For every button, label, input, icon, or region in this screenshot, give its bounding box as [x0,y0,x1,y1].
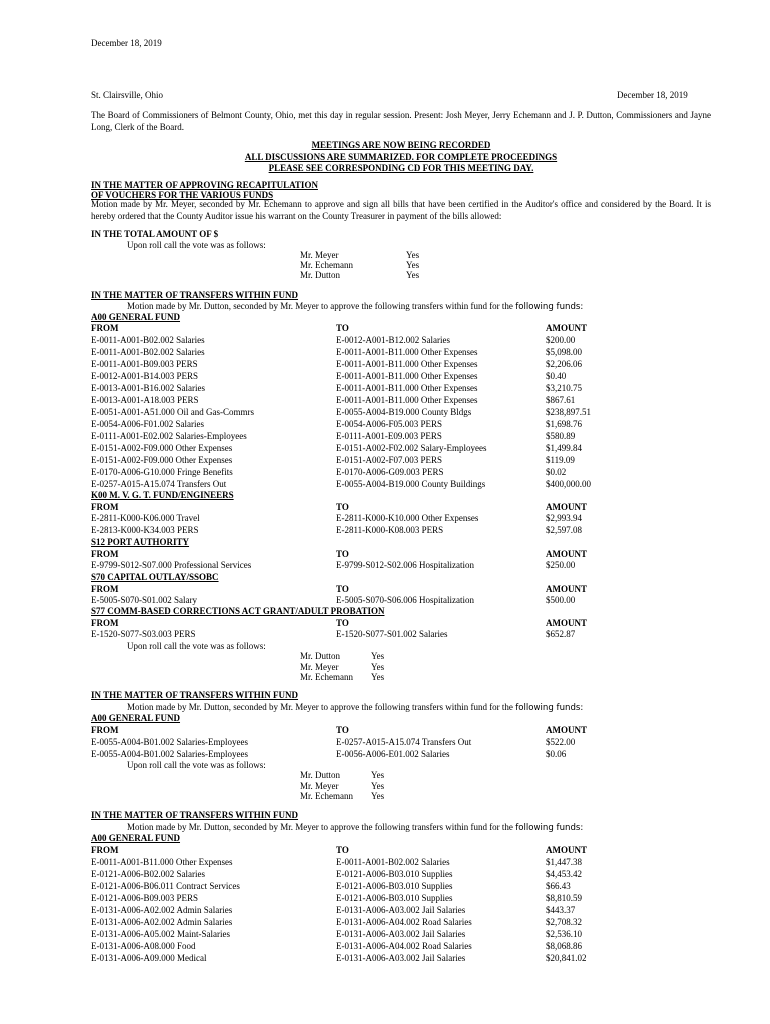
table-row: E-0131-A006-A09.000 Medical E-0131-A006-A03.002 Jail Salaries $20,841.02 [91,953,587,963]
vote-block [300,250,460,280]
vote-block [300,770,410,802]
table-row: E-0131-A006-A02.002 Admin Salaries E-0131-A006-A04.002 Road Salaries $2,708.32 [91,917,582,927]
meeting-location: St. Clairsville, Ohio [91,90,163,100]
table-header: FROM TO AMOUNT [91,323,587,333]
table-row: E-0011-A001-B02.002 Salaries E-0011-A001-B11.000 Other Expenses $5,098.00 [91,347,582,357]
table-header: FROM TO AMOUNT [91,845,587,855]
table-row: E-0121-A006-B02.002 Salaries E-0121-A006-B03.010 Supplies $4,453.42 [91,869,582,879]
table-header: FROM TO AMOUNT [91,549,587,559]
vote-row: Mr. Dutton Yes [300,770,385,780]
table-row: E-0051-A001-A51.000 Oil and Gas-Commrs E-0055-A004-B19.000 County Bldgs $238,897.51 [91,407,591,417]
fund-name: S77 COMM-BASED CORRECTIONS ACT GRANT/ADULT PROBATION [91,606,385,616]
table-header: FROM TO AMOUNT [91,584,587,594]
notice-line: PLEASE SEE CORRESPONDING CD FOR THIS MEETING DAY. [268,163,534,174]
roll-call-label: Upon roll call the vote was as follows: [127,641,266,651]
table-row: E-0131-A006-A05.002 Maint-Salaries E-0131-A006-A03.002 Jail Salaries $2,536.10 [91,929,582,939]
table-row: E-0012-A001-B14.003 PERS E-0011-A001-B11.000 Other Expenses $0.40 [91,371,567,381]
table-row: E-0111-A001-E02.002 Salaries-Employees E-0111-A001-E09.003 PERS $580.89 [91,431,576,441]
table-row: E-0055-A004-B01.002 Salaries-Employees E-0056-A006-E01.002 Salaries $0.06 [91,749,567,759]
table-row: E-0121-A006-B06.011 Contract Services E-0121-A006-B03.010 Supplies $66.43 [91,881,571,891]
table-row: E-0170-A006-G10.000 Fringe Benefits E-0170-A006-G09.003 PERS $0.02 [91,467,567,477]
recap-heading: IN THE MATTER OF APPROVING RECAPITULATION [91,180,318,190]
transfers-heading: IN THE MATTER OF TRANSFERS WITHIN FUND [91,290,299,300]
fund-name: A00 GENERAL FUND [91,833,181,843]
recap-total: IN THE TOTAL AMOUNT OF $ [91,229,219,239]
intro-paragraph: The Board of Commissioners of Belmont County, Ohio, met this day in regular session. Present: Josh Meyer, Jerry Echemann and J. P. Dutton, Commissioners and Jayne Long, Clerk of the Board. [91,110,711,132]
table-row: E-0257-A015-A15.074 Transfers Out E-0055-A004-B19.000 County Buildings $400,000.00 [91,479,591,489]
table-header: FROM TO AMOUNT [91,618,587,628]
transfers-motion: Motion made by Mr. Dutton, seconded by Mr. Meyer to approve the following transfers within fund for the following funds: [127,822,584,833]
roll-call-label: Upon roll call the vote was as follows: [127,760,266,770]
table-row: E-0013-A001-A18.003 PERS E-0011-A001-B11.000 Other Expenses $867.61 [91,395,576,405]
vote-row: Mr. Meyer Yes [300,661,385,672]
transfers-heading: IN THE MATTER OF TRANSFERS WITHIN FUND [91,810,299,820]
roll-call-label: Upon roll call the vote was as follows: [127,240,266,250]
table-row: E-0011-A001-B11.000 Other Expenses E-0011-A001-B02.002 Salaries $1,447.38 [91,857,582,867]
header-date: December 18, 2019 [91,38,162,48]
vote-block [300,651,410,683]
meeting-date: December 18, 2019 [617,90,688,100]
table-row: E-0131-A006-A08.000 Food E-0131-A006-A04.002 Road Salaries $8,068.86 [91,941,582,951]
notice-line: MEETINGS ARE NOW BEING RECORDED [311,140,491,150]
table-row: E-0011-A001-B09.003 PERS E-0011-A001-B11.000 Other Expenses $2,206.06 [91,359,582,369]
table-row: E-0054-A006-F01.002 Salaries E-0054-A006-F05.003 PERS $1,698.76 [91,419,582,429]
notice-line: ALL DISCUSSIONS ARE SUMMARIZED. FOR COMPLETE PROCEEDINGS [244,151,558,162]
fund-name: A00 GENERAL FUND [91,713,181,723]
vote-row: Mr. Meyer Yes [300,780,385,791]
table-row: E-5005-S070-S01.002 Salary E-5005-S070-S06.006 Hospitalization $500.00 [91,595,576,605]
fund-name: K00 M. V. G. T. FUND/ENGINEERS [91,490,234,500]
fund-name: A00 GENERAL FUND [91,312,181,322]
table-row: E-2813-K000-K34.003 PERS E-2811-K000-K08.003 PERS $2,597.08 [91,525,582,535]
transfers-motion: Motion made by Mr. Dutton, seconded by Mr. Meyer to approve the following transfers within fund for the following funds: [127,702,584,713]
fund-name: S12 PORT AUTHORITY [91,537,190,547]
vote-row: Mr. Dutton Yes [300,270,420,280]
table-row: E-0121-A006-B09.003 PERS E-0121-A006-B03.010 Supplies $8,810.59 [91,893,582,903]
table-row: E-9799-S012-S07.000 Professional Services E-9799-S012-S02.006 Hospitalization $250.00 [91,560,576,570]
vote-row: Mr. Dutton Yes [300,651,385,661]
recap-motion: Motion made by Mr. Meyer, seconded by Mr. Echemann to approve and sign all bills that have been certified in the Auditor's office and considered by the Board. It is hereby ordered that the County Auditor issue his warrant on the County Treasurer in payment of the bills allowed: [91,199,711,221]
table-header: FROM TO AMOUNT [91,725,587,735]
vote-row: Mr. Echemann Yes [300,791,385,801]
transfers-heading: IN THE MATTER OF TRANSFERS WITHIN FUND [91,690,299,700]
table-row: E-0151-A002-F09.000 Other Expenses E-0151-A002-F07.003 PERS $119.09 [91,455,575,465]
vote-row: Mr. Meyer Yes [300,250,420,260]
table-header: FROM TO AMOUNT [91,502,587,512]
recording-notice [91,140,711,175]
table-row: E-0151-A002-F09.000 Other Expenses E-0151-A002-F02.002 Salary-Employees $1,499.84 [91,443,582,453]
recap-heading-2: OF VOUCHERS FOR THE VARIOUS FUNDS [91,190,274,200]
vote-row: Mr. Echemann Yes [300,672,385,682]
table-row: E-1520-S077-S03.003 PERS E-1520-S077-S01.002 Salaries $652.87 [91,629,576,639]
table-row: E-0131-A006-A02.002 Admin Salaries E-0131-A006-A03.002 Jail Salaries $443.37 [91,905,576,915]
table-row: E-0013-A001-B16.002 Salaries E-0011-A001-B11.000 Other Expenses $3,210.75 [91,383,582,393]
transfers-motion: Motion made by Mr. Dutton, seconded by Mr. Meyer to approve the following transfers within fund for the following funds: [127,301,584,312]
table-row: E-0011-A001-B02.002 Salaries E-0012-A001-B12.002 Salaries $200.00 [91,335,576,345]
fund-name: S70 CAPITAL OUTLAY/SSOBC [91,572,219,582]
vote-row: Mr. Echemann Yes [300,260,420,270]
table-row: E-0055-A004-B01.002 Salaries-Employees E-0257-A015-A15.074 Transfers Out $522.00 [91,737,576,747]
table-row: E-2811-K000-K06.000 Travel E-2811-K000-K10.000 Other Expenses $2,993.94 [91,513,582,523]
